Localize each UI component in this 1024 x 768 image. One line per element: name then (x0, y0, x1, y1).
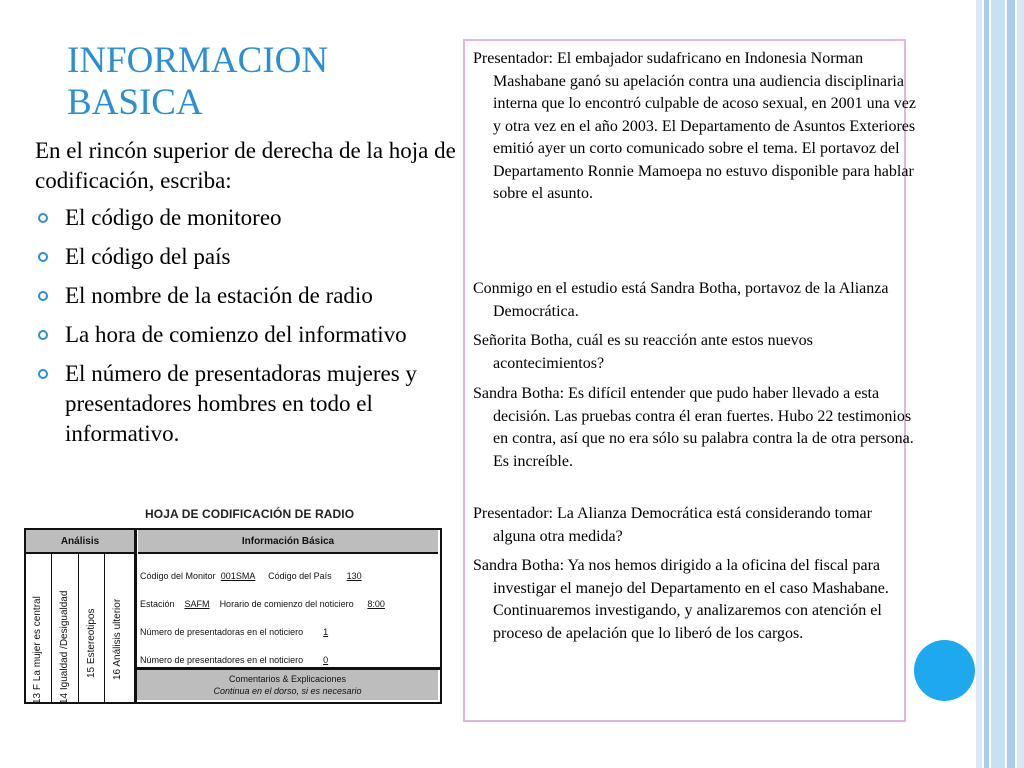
transcript-paragraph: Presentador: El embajador sudafricano en Indonesia Norman Mashabane ganó su apelación contra una audiencia disciplinaria interna que lo encontró culpable de acoso sexual, en 2001 una vez y otra vez en el año 2003. El Departamento de Asuntos Exteriores emitió ayer un corto comunicado sobre el tema. El portavoz del Departamento Ronnie Mamoepa no estuvo disponible para hablar sobre el asunto. (473, 50, 916, 202)
transcript-paragraph: Sandra Botha: Ya nos hemos dirigido a la oficina del fiscal para investigar el manejo del Departamento en el caso Mashabane. Continuaremos investigando, y analizaremos con atención el proceso de apelación que lo liberó de los cargos. (473, 557, 889, 642)
stripe (991, 0, 1005, 768)
sheet-row-male-presenters (140, 655, 346, 665)
field-value: 130 (346, 571, 362, 581)
field-value: 0 (323, 655, 329, 665)
sheet-row-monitor (140, 571, 374, 581)
bullet-item (35, 281, 475, 311)
bullet-text: El nombre de la estación de radio (65, 283, 373, 308)
bullet-list (35, 203, 475, 458)
stripe (984, 0, 989, 768)
decorative-circle (914, 640, 975, 701)
stripe (1007, 0, 1015, 768)
column-line (51, 554, 52, 704)
field-label: Código del País (268, 571, 332, 581)
bullet-item (35, 203, 475, 233)
stripe (976, 0, 982, 768)
coding-sheet-image (24, 528, 442, 704)
comments-title: Comentarios & Explicaciones (228, 674, 347, 684)
analysis-column-label: 14 Igualdad /Desigualdad (59, 590, 70, 704)
bullet-text: El código del país (65, 244, 231, 269)
intro-text: En el rincón superior de derecha de la hoja de codificación, escriba: (35, 138, 456, 193)
title-line-1: INFORMACION (67, 40, 329, 81)
field-value: SAFM (184, 599, 210, 609)
field-value: 1 (323, 627, 329, 637)
bullet-item (35, 359, 475, 449)
analysis-column-label: 13 F La mujer es central (32, 596, 43, 704)
coding-sheet-title: HOJA DE CODIFICACIÓN DE RADIO (145, 507, 355, 521)
column-line (104, 554, 105, 704)
bullet-text: El código de monitoreo (65, 205, 282, 230)
field-label: Estación (140, 599, 175, 609)
slide-title (67, 40, 447, 124)
stripe (1017, 0, 1024, 768)
field-label: Horario de comienzo del noticiero (219, 599, 354, 609)
bullet-icon (38, 252, 48, 262)
analysis-column-label: 16 Análisis ulterior (112, 598, 123, 680)
field-label: Código del Monitor (140, 571, 216, 581)
bullet-item (35, 242, 475, 272)
bullet-text: El número de presentadoras mujeres y presentadores hombres en todo el informativo. (65, 361, 417, 446)
field-label: Número de presentadores en el noticiero (140, 655, 304, 665)
comments-section (137, 670, 438, 700)
transcript-paragraph: Sandra Botha: Es difícil entender que pudo haber llevado a esta decisión. Las pruebas contra él eran fuertes. Hubo 22 testimonios en contra, así que no era sólo su palabra contra la de otra persona. Es increíble. (473, 385, 914, 470)
bullet-item (35, 320, 475, 350)
bullet-icon (38, 369, 48, 379)
comments-note: Continua en el dorso, si es necesario (213, 686, 362, 696)
bullet-icon (38, 330, 48, 340)
column-line (78, 554, 79, 704)
bullet-text: La hora de comienzo del informativo (65, 322, 407, 347)
field-label: Número de presentadoras en el noticiero (140, 627, 304, 637)
analysis-header: Análisis (26, 530, 134, 554)
transcript-paragraph: Presentador: La Alianza Democrática está considerando tomar alguna otra medida? (473, 505, 872, 545)
title-line-2: BASICA (67, 82, 203, 123)
bullet-icon (38, 291, 48, 301)
sheet-row-station (140, 599, 396, 609)
bullet-icon (38, 213, 48, 223)
transcript-paragraph: Conmigo en el estudio está Sandra Botha, portavoz de la Alianza Democrática. (473, 280, 889, 320)
field-value: 001SMA (220, 571, 256, 581)
transcript-paragraph: Señorita Botha, cuál es su reacción ante estos nuevos acontecimientos? (473, 332, 813, 372)
decorative-stripes (976, 0, 1024, 768)
field-value: 8:00 (367, 599, 385, 609)
sheet-row-female-presenters (140, 627, 346, 637)
analysis-column-label: 15 Estereotipos (86, 608, 97, 678)
basic-info-header: Información Básica (138, 530, 438, 554)
